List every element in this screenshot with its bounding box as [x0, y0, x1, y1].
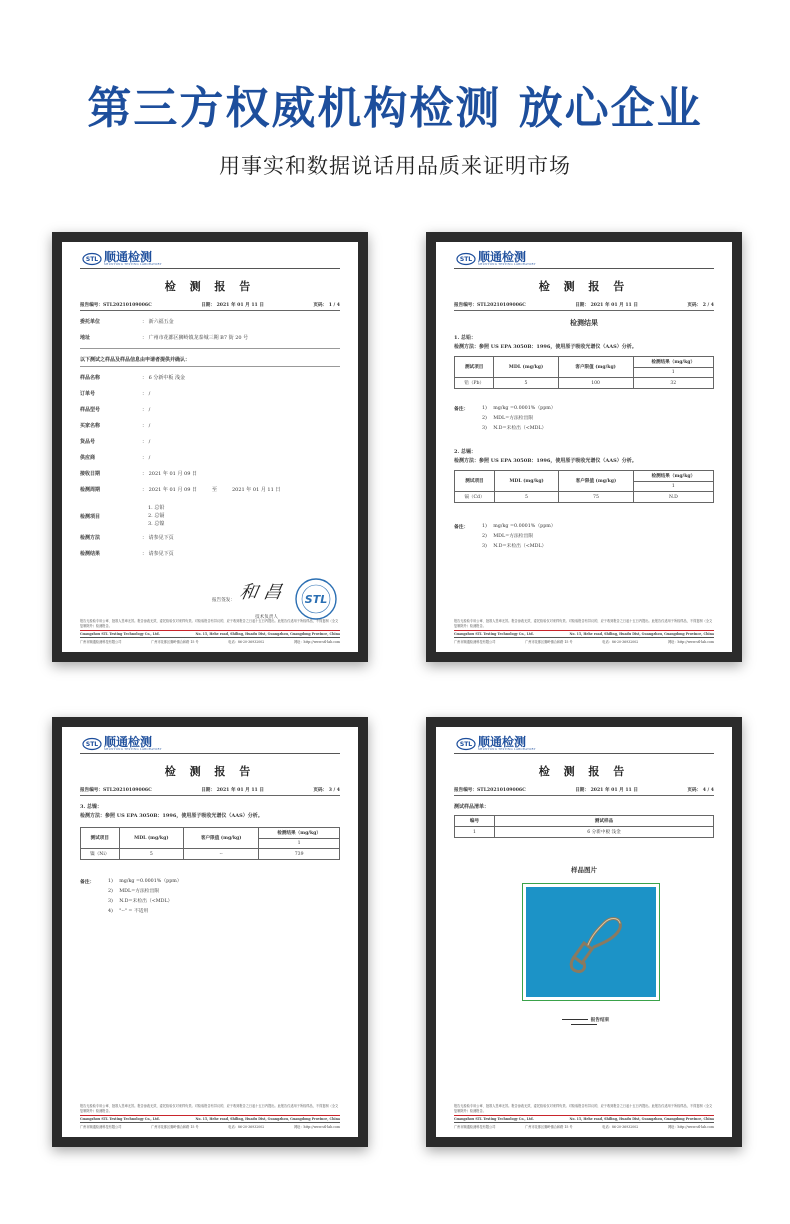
- note-item: 2) MDL=方法检出限: [482, 416, 534, 421]
- results-table-nickel: [80, 827, 340, 860]
- method-row: [80, 534, 340, 541]
- footer-note: 报告无检验专用公章、批准人签章无效。报告涂改无效，委托检验仅对来样负责。对检验报告有异议的，应于收到报告之日起十五日内提出。此报告仅适用于所检样品，不得复制（全文复制除外）检测报告。: [454, 1103, 714, 1116]
- divider: [80, 366, 340, 367]
- notes-block: [80, 877, 340, 925]
- field-value: ： 2021 年 01 月 09 日 至 2021 年 01 月 11 日: [142, 487, 281, 493]
- field-value: ： 请参见下页: [142, 551, 174, 557]
- field-label: 检测结果: [80, 551, 101, 557]
- divider: [80, 268, 340, 269]
- table-cell: 6 分新中板 浅金: [495, 827, 714, 838]
- report-date: 日期： 2021 年 01 月 11 日: [575, 303, 638, 308]
- field-value: ： /: [142, 391, 151, 397]
- stl-logo-icon: [82, 252, 102, 266]
- report-date: 日期： 2021 年 01 月 11 日: [575, 788, 638, 793]
- table-cell: 739: [259, 849, 340, 860]
- report-meta: [80, 787, 340, 796]
- table-cell: 5: [494, 492, 558, 503]
- footer-tel: 电话：86-20-36932002: [602, 1125, 639, 1129]
- field-label: 检测方法: [80, 535, 101, 541]
- test-method: 检测方法：参照 US EPA 3050B：1996，使用原子吸收光谱仪（AAS）分析。: [454, 458, 637, 464]
- lab-logo: [82, 736, 162, 751]
- table-subheader: 1: [259, 839, 340, 849]
- snap-hook-image-icon: [526, 887, 656, 997]
- lab-logo: [456, 251, 536, 266]
- note-item: 1) mg/kg =0.0001%（ppm）: [108, 879, 182, 884]
- lab-name-en: SHUNTONG TESTING LABORATORY: [104, 748, 162, 751]
- field-row: [80, 406, 340, 413]
- approver-label: 报告签发：: [212, 598, 235, 603]
- notes-block: [454, 522, 714, 558]
- divider: [80, 753, 340, 754]
- table-header: 客户限值 (mg/kg): [184, 828, 259, 849]
- field-label: 样品型号: [80, 407, 101, 413]
- footer-company-cn: 广州市顺通检测科技有限公司: [454, 1125, 496, 1129]
- table-cell: 100: [558, 378, 633, 389]
- page-number: 页码： 3 / 4: [313, 788, 340, 793]
- report-date: 日期： 2021 年 01 月 11 日: [201, 788, 264, 793]
- footer-company-cn: 广州市顺通检测科技有限公司: [80, 1125, 122, 1129]
- table-header: MDL (mg/kg): [494, 471, 558, 492]
- field-value: ： 6 分新中板 浅金: [142, 375, 185, 381]
- lab-name-en: SHUNTONG TESTING LABORATORY: [478, 748, 536, 751]
- table-header: 测试项目: [81, 828, 120, 849]
- note-item: 1) mg/kg =0.0001%（ppm）: [482, 406, 556, 411]
- note-item: 4) "--" = 不适用: [108, 909, 149, 914]
- footer-address-cn: 广州市花都区狮岭镇合和路 15 号: [151, 1125, 199, 1129]
- note-item: 2) MDL=方法检出限: [482, 534, 534, 539]
- results-heading: 检测结果: [570, 319, 598, 327]
- report-number: 报告编号：STL20210109006C: [80, 303, 152, 308]
- footer-address-cn: 广州市花都区狮岭镇合和路 15 号: [525, 640, 573, 644]
- field-label: 检测周期: [80, 487, 101, 493]
- signer-title: 技术负责人: [255, 615, 278, 620]
- footer-web: 网址：http://www.stl-lab.com: [668, 640, 714, 644]
- table-cell: 镍（Ni）: [81, 849, 120, 860]
- table-subheader: 1: [633, 368, 713, 378]
- notes-label: 备注：: [80, 879, 95, 885]
- results-table-cadmium: [454, 470, 714, 503]
- report-title: 检 测 报 告: [164, 765, 256, 778]
- divider: [80, 348, 340, 349]
- field-value: ： 广州市花都区狮岭镇龙泰城三期 B7 街 20 号: [142, 335, 249, 341]
- report-footer: [80, 1103, 340, 1129]
- client-row: [80, 318, 340, 325]
- lab-name-en: SHUNTONG TESTING LABORATORY: [104, 263, 162, 266]
- lab-name-en: SHUNTONG TESTING LABORATORY: [478, 263, 536, 266]
- report-page-1: [62, 242, 358, 652]
- hero-title: 第三方权威机构检测 放心企业: [87, 83, 703, 134]
- report-frame-page-1: [52, 232, 368, 662]
- field-row: [80, 374, 340, 381]
- divider: [454, 753, 714, 754]
- address-row: [80, 334, 340, 341]
- lab-logo: [456, 736, 536, 751]
- sample-list-table: [454, 815, 714, 838]
- field-label: 样品名称: [80, 375, 101, 381]
- test-item: 1. 总铅: [148, 505, 165, 511]
- results-table-lead: [454, 356, 714, 389]
- table-cell: 5: [119, 849, 184, 860]
- stl-logo-icon: [82, 737, 102, 751]
- table-header: 客户限值 (mg/kg): [559, 471, 634, 492]
- table-cell: 75: [559, 492, 634, 503]
- field-value: ： 2021 年 01 月 09 日: [142, 471, 197, 477]
- table-header: 编号: [455, 816, 495, 827]
- table-cell: N.D: [633, 492, 713, 503]
- sample-list-label: 测试样品清单：: [454, 804, 490, 810]
- section-title: 3. 总镍：: [80, 804, 102, 810]
- signature: 和 昌: [237, 582, 284, 603]
- footer-web: 网址：http://www.stl-lab.com: [668, 1125, 714, 1129]
- field-row: [80, 486, 340, 493]
- report-meta: [454, 787, 714, 796]
- footer-company-cn: 广州市顺通检测科技有限公司: [454, 640, 496, 644]
- table-header: 客户限值 (mg/kg): [558, 357, 633, 378]
- sample-photo-title: 样品图片: [571, 866, 597, 874]
- note-item: 3) N.D=未检出（<MDL）: [108, 899, 173, 904]
- lab-name: 顺通检测: [104, 250, 153, 264]
- sample-intro: 以下测试之样品及样品信息由申请者提供并确认：: [80, 357, 191, 363]
- table-header: 检测结果（mg/kg）: [633, 357, 713, 368]
- section-title: 1. 总铅：: [454, 335, 476, 341]
- footer-note: 报告无检验专用公章、批准人签章无效。报告涂改无效，委托检验仅对来样负责。对检验报告有异议的，应于收到报告之日起十五日内提出。此报告仅适用于所检样品，不得复制（全文复制除外）检测报告。: [80, 618, 340, 631]
- svg-text:STL: STL: [459, 255, 473, 263]
- lab-logo: [82, 251, 162, 266]
- footer-tel: 电话：86-20-36932002: [228, 1125, 265, 1129]
- test-method: 检测方法：参照 US EPA 3050B：1996，使用原子吸收光谱仪（AAS）分析。: [454, 344, 637, 350]
- svg-text:STL: STL: [304, 593, 328, 606]
- field-row: [80, 470, 340, 477]
- section-title: 2. 总镉：: [454, 449, 476, 455]
- footer-tel: 电话：86-20-36932002: [228, 640, 265, 644]
- footer-company-en: Guangzhou STL Testing Technology Co., Ltd.: [80, 1117, 160, 1121]
- field-row: [80, 422, 340, 429]
- table-header: 检测结果（mg/kg）: [633, 471, 713, 482]
- page-number: 页码： 2 / 4: [687, 303, 714, 308]
- sample-photo: [526, 887, 656, 997]
- svg-text:STL: STL: [459, 740, 473, 748]
- field-label: 供应商: [80, 455, 96, 461]
- svg-text:STL: STL: [85, 255, 99, 263]
- report-frame-page-2: [426, 232, 742, 662]
- report-frame-page-4: [426, 717, 742, 1147]
- field-label: 接收日期: [80, 471, 101, 477]
- hero-subtitle: 用事实和数据说话用品质来证明市场: [219, 154, 571, 178]
- field-value: ： /: [142, 439, 151, 445]
- field-value: ： /: [142, 423, 151, 429]
- note-item: 1) mg/kg =0.0001%（ppm）: [482, 524, 556, 529]
- field-row: [80, 454, 340, 461]
- footer-address-cn: 广州市花都区狮岭镇合和路 15 号: [525, 1125, 573, 1129]
- field-value: ： /: [142, 455, 151, 461]
- lab-name: 顺通检测: [104, 735, 153, 749]
- report-page-2: [436, 242, 732, 652]
- field-row: [80, 390, 340, 397]
- field-label: 地址: [80, 335, 91, 341]
- report-number: 报告编号：STL20210109006C: [454, 788, 526, 793]
- table-cell: 1: [455, 827, 495, 838]
- svg-text:STL: STL: [85, 740, 99, 748]
- footer-company-en: Guangzhou STL Testing Technology Co., Ltd.: [454, 632, 534, 636]
- report-footer: [454, 618, 714, 644]
- note-item: 3) N.D=未检出（<MDL）: [482, 544, 547, 549]
- page-number: 页码： 4 / 4: [687, 788, 714, 793]
- table-cell: --: [184, 849, 259, 860]
- report-meta: [454, 302, 714, 311]
- notes-label: 备注：: [454, 406, 469, 412]
- field-value: ： /: [142, 407, 151, 413]
- notes-label: 备注：: [454, 524, 469, 530]
- table-header: 测试样品: [495, 816, 714, 827]
- table-cell: 铅（Pb）: [455, 378, 494, 389]
- field-value: ： 请参见下页: [142, 535, 174, 541]
- footer-address-cn: 广州市花都区狮岭镇合和路 15 号: [151, 640, 199, 644]
- table-header: 检测结果（mg/kg）: [259, 828, 340, 839]
- sample-photo-frame: [522, 883, 660, 1001]
- table-cell: 5: [494, 378, 558, 389]
- stl-logo-icon: [456, 252, 476, 266]
- report-page-4: [436, 727, 732, 1137]
- report-title: 检 测 报 告: [538, 280, 630, 293]
- footer-company-cn: 广州市顺通检测科技有限公司: [80, 640, 122, 644]
- field-label: 买家名称: [80, 423, 101, 429]
- divider: [454, 268, 714, 269]
- official-seal-icon: [294, 577, 338, 621]
- field-label: 订单号: [80, 391, 96, 397]
- table-header: MDL (mg/kg): [494, 357, 558, 378]
- field-value: ： 新六福五金: [142, 319, 174, 325]
- report-title: 检 测 报 告: [164, 280, 256, 293]
- test-method: 检测方法：参照 US EPA 3050B：1996，使用原子吸收光谱仪（AAS）分析。: [80, 813, 263, 819]
- notes-block: [454, 404, 714, 440]
- field-row: [80, 438, 340, 445]
- table-row: [81, 849, 340, 860]
- table-row: [455, 378, 714, 389]
- report-number: 报告编号：STL20210109006C: [454, 303, 526, 308]
- footer-company-en: Guangzhou STL Testing Technology Co., Ltd.: [454, 1117, 534, 1121]
- footer-web: 网址：http://www.stl-lab.com: [294, 1125, 340, 1129]
- lab-name: 顺通检测: [478, 735, 527, 749]
- report-number: 报告编号：STL20210109006C: [80, 788, 152, 793]
- test-items-row: [80, 504, 340, 528]
- note-item: 2) MDL=方法检出限: [108, 889, 160, 894]
- report-footer: [80, 618, 340, 644]
- footer-address-en: No. 15, Hehe road, Shiling, Huadu Dist, Guangzhou, Guangdong Province, China: [195, 1117, 340, 1121]
- field-label: 货品号: [80, 439, 96, 445]
- report-title: 检 测 报 告: [538, 765, 630, 778]
- footer-note: 报告无检验专用公章、批准人签章无效。报告涂改无效，委托检验仅对来样负责。对检验报告有异议的，应于收到报告之日起十五日内提出。此报告仅适用于所检样品，不得复制（全文复制除外）检测报告。: [454, 618, 714, 631]
- report-footer: [454, 1103, 714, 1129]
- table-row: [455, 827, 714, 838]
- lab-name: 顺通检测: [478, 250, 527, 264]
- page-number: 页码： 1 / 4: [313, 303, 340, 308]
- table-header: 测试项目: [455, 471, 495, 492]
- stl-logo-icon: [456, 737, 476, 751]
- footer-note: 报告无检验专用公章、批准人签章无效。报告涂改无效，委托检验仅对来样负责。对检验报告有异议的，应于收到报告之日起十五日内提出。此报告仅适用于所检样品，不得复制（全文复制除外）检测报告。: [80, 1103, 340, 1116]
- table-header: MDL (mg/kg): [119, 828, 184, 849]
- report-page-3: [62, 727, 358, 1137]
- table-header: 测试项目: [455, 357, 494, 378]
- result-row: [80, 550, 340, 557]
- footer-address-en: No. 15, Hehe road, Shiling, Huadu Dist, Guangzhou, Guangdong Province, China: [569, 632, 714, 636]
- note-item: 3) N.D=未检出（<MDL）: [482, 426, 547, 431]
- report-date: 日期： 2021 年 01 月 11 日: [201, 303, 264, 308]
- footer-web: 网址：http://www.stl-lab.com: [294, 640, 340, 644]
- report-meta: [80, 302, 340, 311]
- field-label: 委托单位: [80, 319, 101, 325]
- footer-company-en: Guangzhou STL Testing Technology Co., Ltd.: [80, 632, 160, 636]
- field-label: 检测项目: [80, 514, 101, 520]
- table-subheader: 1: [633, 482, 713, 492]
- test-item: 3. 总镍: [148, 521, 165, 527]
- footer-address-en: No. 15, Hehe road, Shiling, Huadu Dist, Guangzhou, Guangdong Province, China: [569, 1117, 714, 1121]
- table-cell: 32: [633, 378, 713, 389]
- table-cell: 镉（Cd）: [455, 492, 495, 503]
- footer-address-en: No. 15, Hehe road, Shiling, Huadu Dist, Guangzhou, Guangdong Province, China: [195, 632, 340, 636]
- report-end: 报告结束: [546, 1017, 622, 1028]
- table-row: [455, 492, 714, 503]
- report-frame-page-3: [52, 717, 368, 1147]
- test-item: 2. 总镉: [148, 513, 165, 519]
- footer-tel: 电话：86-20-36932002: [602, 640, 639, 644]
